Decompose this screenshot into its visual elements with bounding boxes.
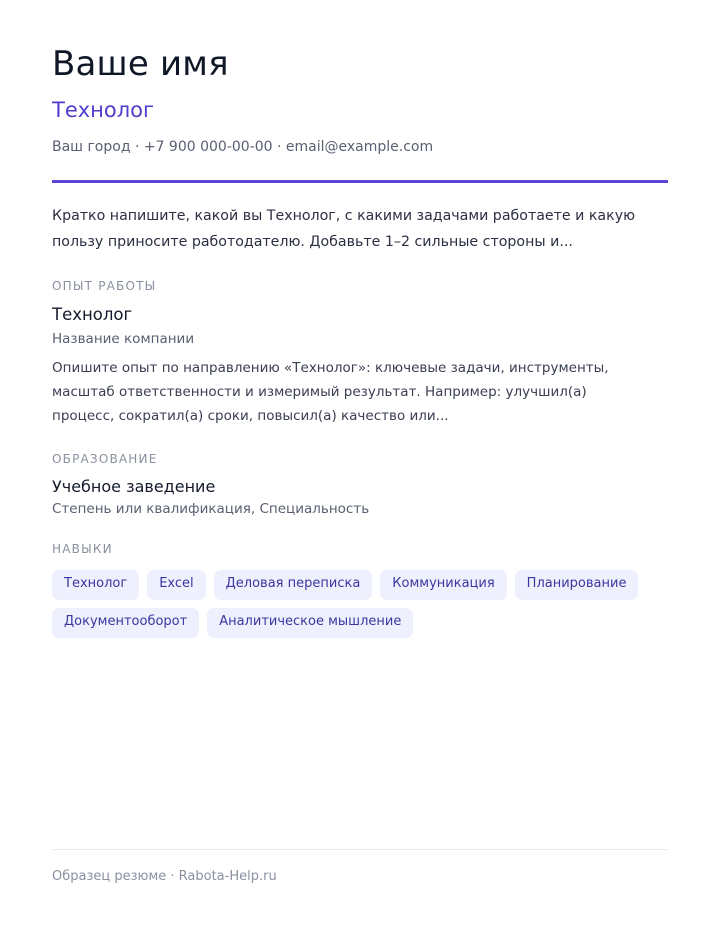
footer-divider xyxy=(52,849,668,850)
school-name: Учебное заведение xyxy=(52,477,216,496)
skill-chip: Коммуникация xyxy=(380,570,506,600)
footer-text: Образец резюме · Rabota-Help.ru xyxy=(52,869,277,884)
degree-text: Степень или квалификация, Специальность xyxy=(52,501,370,517)
skill-chip: Планирование xyxy=(515,570,639,600)
skill-chip: Аналитическое мышление xyxy=(207,608,413,638)
contact-line: Ваш город · +7 900 000-00-00 · email@example.com xyxy=(52,139,434,155)
company-name: Название компании xyxy=(52,331,195,347)
header-divider xyxy=(52,180,668,183)
summary-text: Кратко напишите, какой вы Технолог, с какими задачами работаете и какую пользу приносите работодателю. Добавьте 1–2 сильные стороны и... xyxy=(52,208,636,250)
skill-chip: Документооборот xyxy=(52,608,199,638)
skill-chip: Excel xyxy=(147,570,205,600)
skills-section-title: НАВЫКИ xyxy=(52,542,113,556)
desired-position: Технолог xyxy=(52,98,155,122)
skills-list xyxy=(52,570,672,638)
job-description: Опишите опыт по направлению «Технолог»: ключевые задачи, инструменты, масштаб ответственности и измеримый результат. Например: улучшил(а) процесс, сократил(а) сроки, повысил(а) качество или... xyxy=(52,360,609,424)
skill-chip: Технолог xyxy=(52,570,139,600)
job-title: Технолог xyxy=(52,305,133,324)
experience-section-title: ОПЫТ РАБОТЫ xyxy=(52,279,157,293)
candidate-name: Ваше имя xyxy=(52,44,229,84)
skill-chip: Деловая переписка xyxy=(214,570,373,600)
education-section-title: ОБРАЗОВАНИЕ xyxy=(52,452,158,466)
